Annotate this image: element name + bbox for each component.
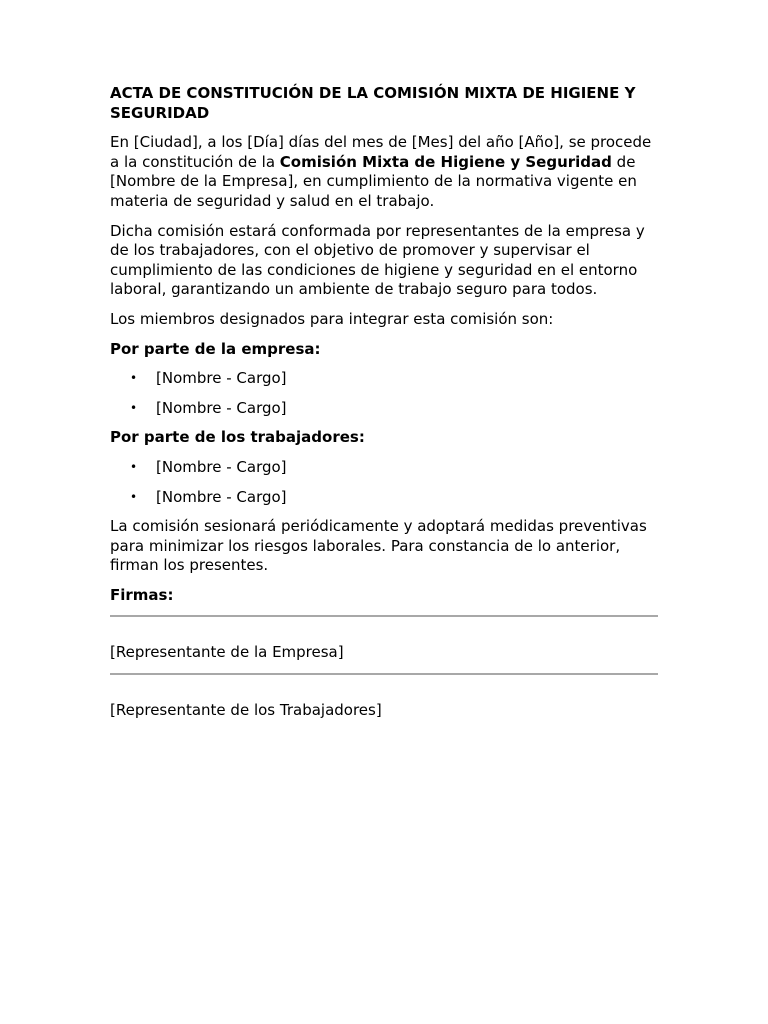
list-item	[110, 458, 658, 478]
workers-members-list	[110, 458, 658, 507]
company-representative-label: [Representante de la Empresa]	[110, 643, 344, 662]
member-text: [Nombre - Cargo]	[156, 457, 287, 476]
company-section-heading: Por parte de la empresa:	[110, 339, 321, 358]
composition-paragraph: Dicha comisión estará conformada por representantes de la empresa y de los trabajadores, con el objetivo de promover y supervisar el cumplimiento de las condiciones de higiene y seguridad en el entorno laboral, garantizando un ambiente de trabajo seguro para todos.	[110, 221, 645, 299]
bullet-icon: •	[130, 489, 138, 504]
member-text: [Nombre - Cargo]	[156, 487, 287, 506]
member-text: [Nombre - Cargo]	[156, 398, 287, 417]
list-item	[110, 488, 658, 508]
bullet-icon: •	[130, 400, 138, 415]
bullet-icon: •	[130, 459, 138, 474]
intro-text-before: En [Ciudad], a los [Día] días del mes de [Mes] del año [Año], se procede a la constitución de la	[110, 133, 652, 171]
list-item	[110, 369, 658, 389]
list-item	[110, 399, 658, 419]
workers-section-heading: Por parte de los trabajadores:	[110, 428, 365, 447]
signatures-label: Firmas:	[110, 585, 174, 604]
commission-name: Comisión Mixta de Higiene y Seguridad	[279, 152, 612, 171]
document-page	[110, 84, 658, 731]
workers-signature-line	[110, 673, 658, 675]
company-signature-line	[110, 615, 658, 617]
bullet-icon: •	[130, 371, 138, 386]
workers-representative-label: [Representante de los Trabajadores]	[110, 701, 382, 720]
document-title: ACTA DE CONSTITUCIÓN DE LA COMISIÓN MIXTA DE HIGIENE Y SEGURIDAD	[110, 84, 636, 122]
company-members-list	[110, 369, 658, 418]
member-text: [Nombre - Cargo]	[156, 369, 287, 388]
members-intro-paragraph: Los miembros designados para integrar esta comisión son:	[110, 309, 554, 328]
intro-paragraph	[110, 133, 658, 211]
intro-text-after: de [Nombre de la Empresa], en cumplimiento de la normativa vigente en materia de seguridad y salud en el trabajo.	[110, 152, 637, 210]
closing-paragraph: La comisión sesionará periódicamente y adoptará medidas preventivas para minimizar los riesgos laborales. Para constancia de lo anterior, firman los presentes.	[110, 517, 647, 575]
